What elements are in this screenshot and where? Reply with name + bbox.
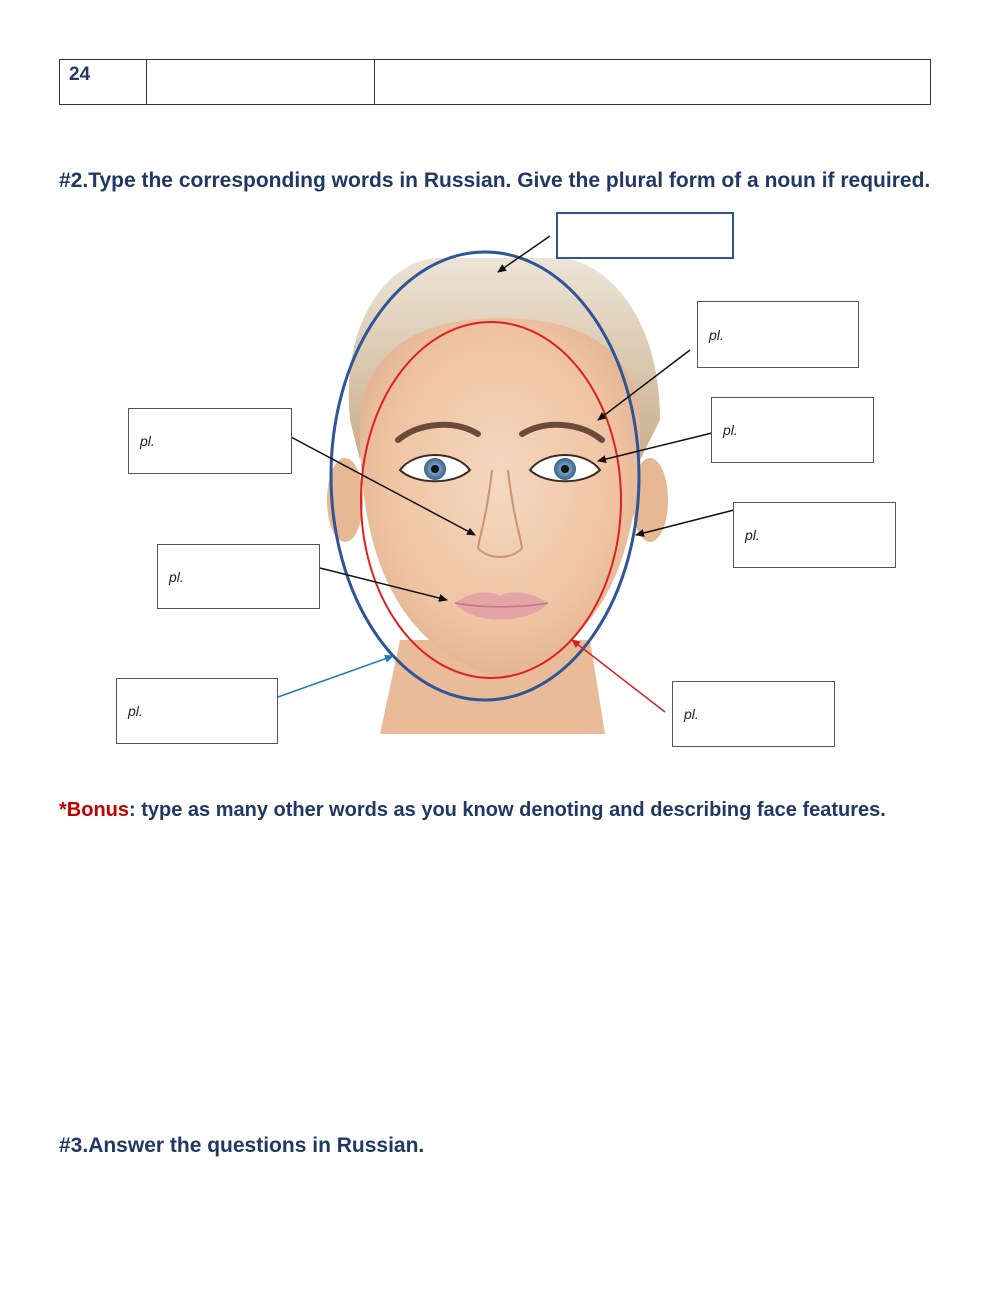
answer-box-cheeks[interactable] xyxy=(672,681,835,747)
bonus-line xyxy=(59,794,959,826)
plural-hint: pl. xyxy=(684,706,699,722)
plural-hint: pl. xyxy=(745,527,760,543)
plural-hint: pl. xyxy=(169,568,184,585)
answer-box-hair[interactable] xyxy=(556,212,734,259)
answer-box-ears[interactable] xyxy=(733,502,896,568)
answer-box-eyebrows[interactable] xyxy=(697,301,859,368)
plural-hint: pl. xyxy=(140,433,155,449)
bonus-label: *Bonus xyxy=(59,799,129,821)
row-number: 24 xyxy=(69,64,91,85)
face-skin xyxy=(360,318,640,678)
task3-heading: #3.Answer the questions in Russian. xyxy=(59,1134,425,1157)
plural-hint: pl. xyxy=(709,326,724,343)
plural-hint: pl. xyxy=(128,703,143,719)
bonus-text: : type as many other words as you know denoting and describing face features. xyxy=(129,799,886,821)
answer-box-nose[interactable] xyxy=(128,408,292,474)
task2-heading: #2.Type the corresponding words in Russian. Give the plural form of a noun if required. xyxy=(59,169,931,192)
answer-box-lips[interactable] xyxy=(157,544,320,609)
arrow-face-outline xyxy=(278,656,393,697)
bonus-answer-area[interactable] xyxy=(59,835,939,1115)
plural-hint: pl. xyxy=(723,422,738,438)
answer-box-face[interactable] xyxy=(116,678,278,744)
answer-box-eyes[interactable] xyxy=(711,397,874,463)
